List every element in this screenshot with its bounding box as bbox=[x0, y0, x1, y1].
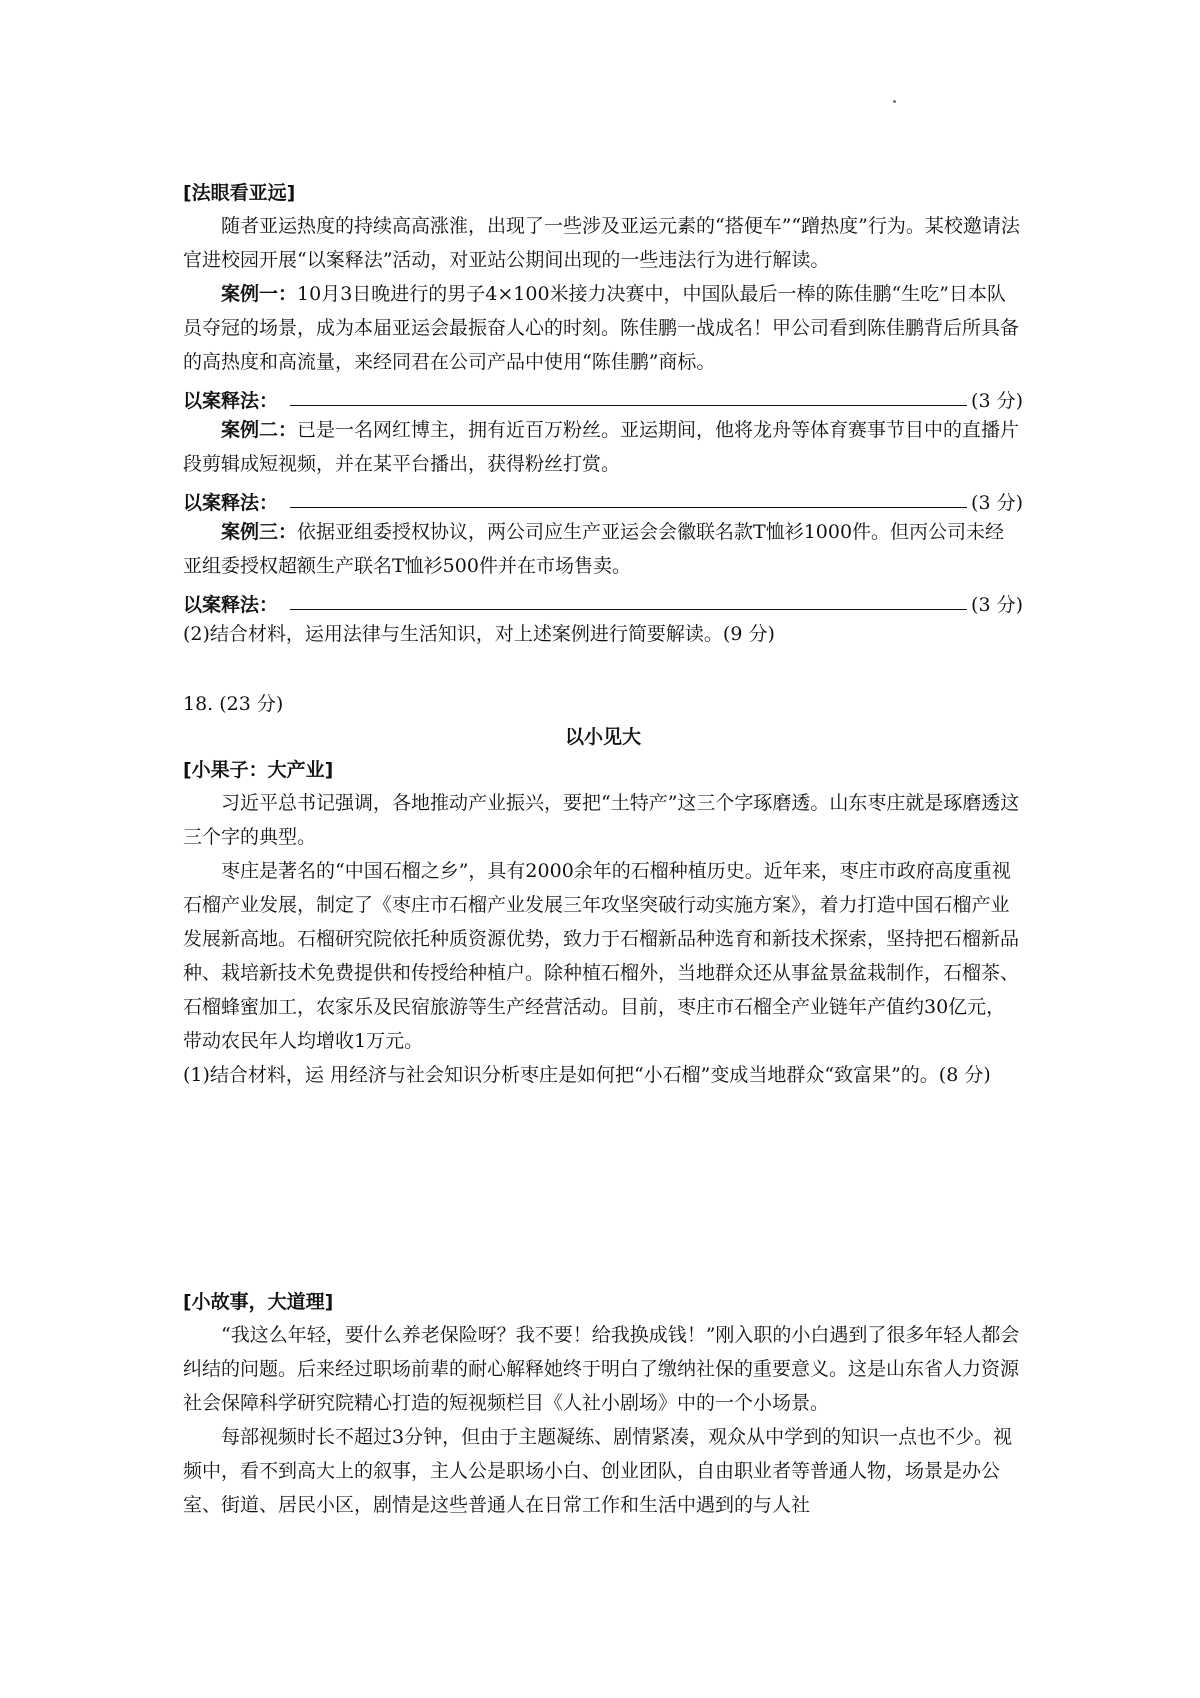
question-2: (2)结合材料，运用法律与生活知识，对上述案例进行简要解读。(9 分) bbox=[183, 623, 775, 645]
sub2-para-2: 每部视频时长不超过3分钟，但由于主题凝练、剧情紧凑，观众从中学到的知识一点也不少。视频中，看不到高大上的叙事，主人公是职场小白、创业团队，自由职业者等普通人物，场景是办公室、街道、居民小区，剧情是这些普通人在日常工作和生活中遇到的与人社 bbox=[183, 1426, 1013, 1516]
case-2 bbox=[183, 413, 1023, 481]
case-3 bbox=[183, 515, 1023, 583]
section-law-header: [法眼看亚远] bbox=[183, 182, 296, 204]
answer-blank-1[interactable] bbox=[290, 405, 967, 406]
scan-speck bbox=[893, 100, 896, 103]
case-2-label: 案例二： bbox=[221, 419, 298, 441]
sub2-para-1: “我这么年轻，要什么养老保险呀？我不要！给我换成钱！”刚入职的小白遇到了很多年轻人都会纠结的问题。后来经过职场前辈的耐心解释她终于明白了缴纳社保的重要意义。这是山东省人力资源社会保障科学研究院精心打造的短视频栏目《人社小剧场》中的一个小场景。 bbox=[183, 1324, 1020, 1414]
question-18 bbox=[183, 688, 1023, 1092]
section-law-intro: 随者亚运热度的持续高高涨淮，出现了一些涉及亚运元素的“搭便车”“蹭热度”行为。某校邀请法官进校园开展“以案释法”活动，对亚站公期间出现的一些违法行为进行解读。 bbox=[183, 215, 1020, 271]
sub2-header: [小故事，大道理] bbox=[183, 1291, 334, 1313]
answer-score-1: (3 分) bbox=[971, 390, 1023, 412]
answer-blank-2[interactable] bbox=[290, 507, 967, 508]
answer-label-2: 以案释法： bbox=[183, 492, 279, 514]
case-1-label: 案例一： bbox=[221, 283, 298, 305]
sub1-question: (1)结合材料，运 用经济与社会知识分析枣庄是如何把“小石榴”变成当地群众“致富果”的。(8 分) bbox=[183, 1064, 991, 1086]
answer-score-3: (3 分) bbox=[971, 594, 1023, 616]
answer-score-2: (3 分) bbox=[971, 492, 1023, 514]
sub1-para-1: 习近平总书记强调，各地推动产业振兴，要把“土特产”这三个字琢磨透。山东枣庄就是琢磨透这三个字的典型。 bbox=[183, 792, 1020, 848]
answer-line-3 bbox=[183, 583, 1023, 617]
case-2-text: 已是一名网红博主，拥有近百万粉丝。亚运期间，他将龙舟等体育赛事节目中的直播片段剪辑成短视频，并在某平台播出，获得粉丝打赏。 bbox=[183, 419, 1020, 475]
case-1-text: 10月3日晚进行的男子4×100米接力决赛中，中国队最后一棒的陈佳鹏“生吃”日本队员夺冠的场景，成为本届亚运会最振奋人心的时刻。陈佳鹏一战成名！甲公司看到陈佳鹏背后所具备的高热度和高流量，来经同君在公司产品中使用“陈佳鹏”商标。 bbox=[183, 283, 1020, 373]
answer-label-3: 以案释法： bbox=[183, 594, 279, 616]
case-1 bbox=[183, 277, 1023, 379]
answer-blank-3[interactable] bbox=[290, 609, 967, 610]
sub1-para-2: 枣庄是著名的“中国石榴之乡”，具有2000余年的石榴种植历史。近年来，枣庄市政府高度重视石榴产业发展，制定了《枣庄市石榴产业发展三年攻坚突破行动实施方案》，着力打造中国石榴产业发展新高地。石榴研究院依托种质资源优势，致力于石榴新品种选育和新技术探索，坚持把石榴新品种、栽培新技术免费提供和传授给种植户。除种植石榴外，当地群众还从事盆景盆栽制作，石榴茶、石榴蜂蜜加工，农家乐及民宿旅游等生产经营活动。目前，枣庄市石榴全产业链年产值约30亿元，带动农民年人均增收1万元。 bbox=[183, 860, 1020, 1052]
case-3-text: 依据亚组委授权协议，两公司应生产亚运会会徽联名款T恤衫1000件。但丙公司未经亚组委授权超额生产联名T恤衫500件并在市场售卖。 bbox=[183, 521, 1005, 577]
case-3-label: 案例三： bbox=[221, 521, 298, 543]
section-law bbox=[183, 177, 1023, 651]
answer-label-1: 以案释法： bbox=[183, 390, 279, 412]
question-18-number: 18. (23 分) bbox=[183, 693, 284, 715]
answer-line-2 bbox=[183, 481, 1023, 515]
sub1-header: [小果子：大产业] bbox=[183, 759, 334, 781]
question-18-title: 以小见大 bbox=[564, 726, 641, 748]
answer-line-1 bbox=[183, 379, 1023, 413]
sub2-section bbox=[183, 1286, 1023, 1522]
